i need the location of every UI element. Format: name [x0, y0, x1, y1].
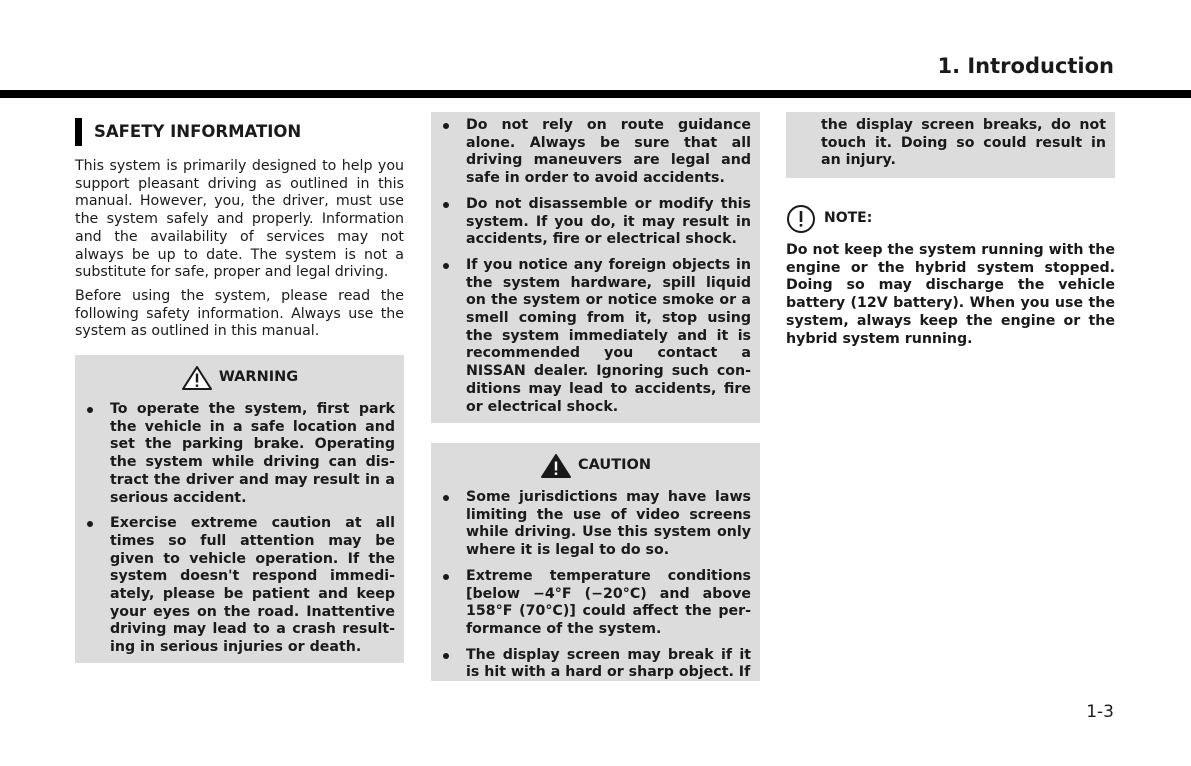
page-number: 1-3	[1086, 702, 1114, 722]
section-heading	[75, 118, 404, 146]
list-item	[440, 568, 751, 639]
warning-title: WARNING	[218, 369, 299, 386]
caution-title: CAUTION	[578, 457, 651, 474]
list-item	[84, 401, 395, 507]
warning-item-text: Exercise extreme caution at all times so full attention may be given to vehicle operation. If the system doesn't respond immedi- ately, please be patient and keep your eyes on the road. Inattentive driving may lead to a crash result- ing in serious injuries or death.	[110, 515, 395, 656]
warning-triangle-outline-icon	[181, 365, 213, 391]
warning-box	[75, 355, 404, 663]
bullet	[443, 123, 449, 129]
warning-box-continued	[431, 112, 760, 423]
warning-item-text: If you notice any foreign objects in the system hardware, spill liquid on the system or notice smoke or a smell coming from it, stop using the system immediately and it is recommended you contact a NISSAN dealer. Ignoring such con- ditions may lead to accidents, fire or electrical shock.	[466, 256, 751, 415]
section-title: SAFETY INFORMATION	[94, 122, 302, 142]
intro-paragraph: This system is primarily designed to help you support pleasant driving as outlined in this manual. However, you, the driver, must use the system safely and properly. Information and the availability of services may not always be up to date. The system is not a substitute for safe, proper and legal driving.	[75, 158, 404, 281]
chapter-title: 1. Introduction	[937, 54, 1114, 78]
caution-item-text-continued: the display screen breaks, do not touch it. Doing so could result in an injury.	[821, 117, 1106, 169]
list-item	[440, 257, 751, 416]
header-rule	[0, 90, 1191, 98]
bullet	[87, 407, 93, 413]
note-heading	[786, 204, 1115, 234]
column-2	[431, 112, 760, 681]
bullet	[87, 521, 93, 527]
bullet	[443, 202, 449, 208]
bullet	[443, 263, 449, 269]
heading-marker	[75, 118, 82, 146]
warning-item-text: Do not rely on route guidance alone. Always be sure that all driving maneuvers are legal and safe in order to avoid accidents.	[466, 117, 751, 187]
caution-box	[431, 443, 760, 681]
caution-item-text: The display screen may break if it is hit with a hard or sharp object. If	[466, 646, 751, 681]
warning-list-continued	[440, 117, 751, 416]
intro-paragraph: Before using the system, please read the following safety information. Always use the system as outlined in this manual.	[75, 287, 404, 340]
list-item	[84, 515, 395, 657]
list-item	[440, 647, 751, 682]
warning-item-text: To operate the system, first park the vehicle in a safe location and set the parking brake. Operating the system while driving can dis- tract the driver and may result in a serious accident.	[110, 401, 395, 506]
note-title: NOTE:	[824, 210, 873, 227]
warning-list	[84, 401, 395, 657]
column-1	[75, 112, 404, 663]
note-exclamation-icon	[786, 204, 816, 234]
note-text: Do not keep the system running with the engine or the hybrid system stopped. Doing so may discharge the vehicle battery (12V battery). When you use the system, always keep the engine or the hybrid system running.	[786, 242, 1115, 347]
bullet	[443, 653, 449, 659]
warning-heading	[84, 365, 395, 391]
caution-list	[440, 489, 751, 682]
caution-box-continued	[786, 112, 1115, 178]
warning-item-text: Do not disassemble or modify this system. If you do, it may result in accidents, fire or electrical shock.	[466, 195, 751, 248]
caution-triangle-filled-icon	[540, 453, 572, 479]
bullet	[443, 495, 449, 501]
list-item	[440, 489, 751, 560]
caution-item-text: Some jurisdictions may have laws limiting the use of video screens while driving. Use this system only where it is legal to do so.	[466, 489, 751, 559]
list-item	[440, 196, 751, 249]
caution-item-text: Extreme temperature conditions [below −4°F (−20°C) and above 158°F (70°C)] could affect the per- formance of the system.	[466, 567, 751, 637]
list-item	[440, 117, 751, 188]
column-3	[786, 112, 1115, 348]
bullet	[443, 574, 449, 580]
caution-heading	[440, 453, 751, 479]
